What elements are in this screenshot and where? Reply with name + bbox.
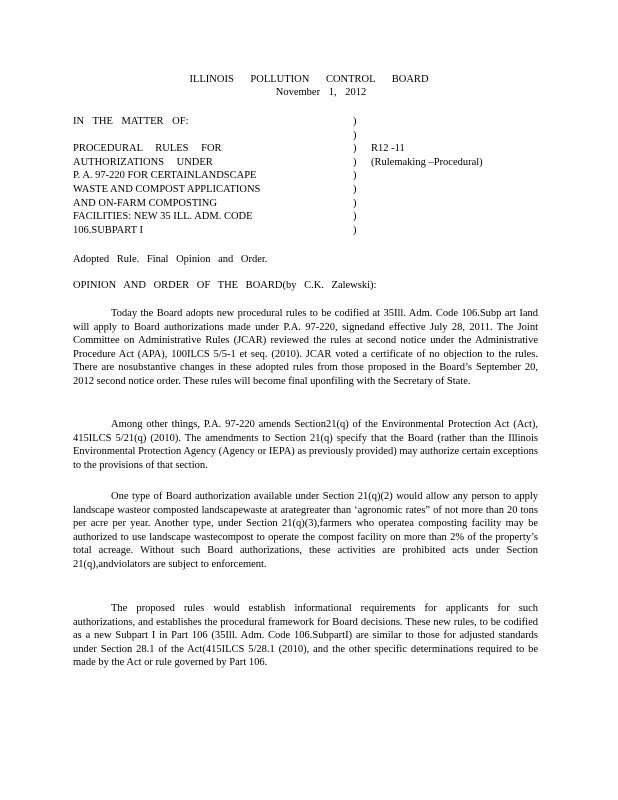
document-header (0, 73, 618, 99)
caption-line: AUTHORIZATIONS UNDER (73, 156, 213, 168)
caption-paren: ) (353, 183, 357, 195)
document-date: November 1, 2012 (275, 87, 367, 98)
adopted-rule-line: Adopted Rule. Final Opinion and Order. (73, 254, 268, 265)
body-paragraph: The proposed rules would establish informational requirements for applicants for such authorizations, and establishes the procedural framework for Board decisions. These new rules, to be codified as a new Subpart I in Part 106 (35Ill. Adm. Code 106.SubpartI) are similar to those for adjusted standards under Section 28.1 of the Act(415ILCS 5/28.1 (2010), and the other specific determinations required to be made by the Act or rule governed by Part 106. (73, 603, 538, 669)
caption-parentheses (353, 115, 363, 237)
caption-paren: ) (353, 170, 357, 182)
caption-line: PROCEDURAL RULES FOR (73, 143, 222, 155)
caption-paren: ) (353, 211, 357, 223)
docket-number: R12 -11 (371, 143, 405, 154)
body-paragraph: Among other things, P.A. 97-220 amends Section21(q) of the Environmental Protection Act (Act), 415ILCS 5/21(q) (2010). The amendments to Section 21(q) specify that the Board (rather than the Illinois Environmental Protection Agency (Agency or IEPA) as previously provided) may authorize certain exceptions to the provisions of that section. (73, 419, 538, 471)
caption-paren: ) (353, 197, 357, 209)
caption-paren: ) (353, 224, 357, 236)
caption-line: AND ON-FARM COMPOSTING (73, 197, 217, 209)
body-paragraph: Today the Board adopts new procedural rules to be codified at 35Ill. Adm. Code 106.Subp art Iand will apply to Board authorizations made under P.A. 97-220, signedand effective July 28, 2011. The Joint Committee on Administrative Rules (JCAR) reviewed the rules at second notice under the Administrative Procedure Act (APA), 100ILCS 5/5-1 et seq. (2010). JCAR voted a certificate of no objection to the rules. There are nosubstantive changes in these adopted rules from those proposed in the Board’s September 20, 2012 second notice order. These rules will become final uponfiling with the Secretary of State. (73, 308, 538, 387)
caption-docket (371, 142, 531, 169)
opinion-heading: OPINION AND ORDER OF THE BOARD(by C.K. Zalewski): (73, 280, 377, 291)
caption-paren: ) (353, 129, 357, 141)
in-the-matter-label: IN THE MATTER OF: (73, 116, 189, 127)
caption-matter (73, 115, 283, 237)
caption-line: 106.SUBPART I (73, 224, 143, 236)
docket-type: (Rulemaking –Procedural) (371, 156, 483, 168)
board-title: ILLINOIS POLLUTION CONTROL BOARD (189, 74, 429, 85)
caption-paren: ) (353, 116, 357, 127)
body-paragraph: One type of Board authorization available under Section 21(q)(2) would allow any person to apply landscape wasteor composted landscapewaste at arategreater than ‘agronomic rates” of not more than 20 tons per acre per year. Another type, under Section 21(q)(3),farmers who operatea composting facility may be authorized to use landscape wastecompost to operate the compost facility on more than 2% of the property’s total acreage. Without such Board authorizations, these activities are prohibited acts under Section 21(q),andviolators are subject to enforcement. (73, 491, 538, 570)
caption-paren: ) (353, 143, 357, 155)
caption-line: FACILITIES: NEW 35 ILL. ADM. CODE (73, 211, 253, 223)
caption-line: WASTE AND COMPOST APPLICATIONS (73, 183, 261, 195)
caption-paren: ) (353, 156, 357, 168)
caption-line: P. A. 97-220 FOR CERTAINLANDSCAPE (73, 170, 257, 182)
